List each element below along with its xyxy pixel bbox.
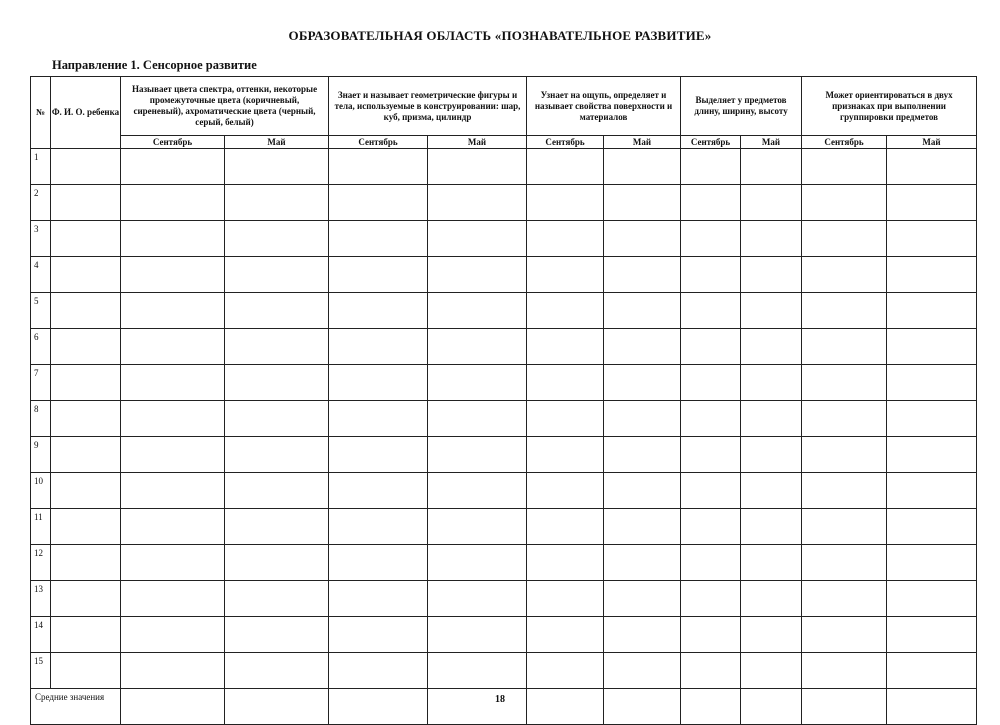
- table-row: [31, 221, 977, 257]
- score-cell-may[interactable]: [887, 473, 977, 509]
- score-cell-may[interactable]: [604, 401, 681, 437]
- score-cell-september[interactable]: [329, 653, 428, 689]
- score-cell-may[interactable]: [225, 221, 329, 257]
- score-cell-may[interactable]: [887, 365, 977, 401]
- score-cell-may[interactable]: [741, 653, 802, 689]
- row-number: 11: [31, 509, 51, 545]
- score-cell-may[interactable]: [887, 653, 977, 689]
- score-cell-september[interactable]: [527, 365, 604, 401]
- child-name-cell[interactable]: [51, 365, 121, 401]
- score-cell-may[interactable]: [741, 437, 802, 473]
- score-cell-september[interactable]: [121, 545, 225, 581]
- score-cell-september[interactable]: [802, 149, 887, 185]
- row-number: 14: [31, 617, 51, 653]
- score-cell-september[interactable]: [681, 473, 741, 509]
- score-cell-september[interactable]: [681, 221, 741, 257]
- score-cell-september[interactable]: [681, 329, 741, 365]
- score-cell-september[interactable]: [329, 221, 428, 257]
- child-name-cell[interactable]: [51, 545, 121, 581]
- section-title: Направление 1. Сенсорное развитие: [52, 58, 257, 72]
- score-cell-september[interactable]: [329, 149, 428, 185]
- child-name-cell[interactable]: [51, 149, 121, 185]
- score-cell-september[interactable]: [802, 653, 887, 689]
- table-row: [31, 401, 977, 437]
- month-header-may: Май: [428, 136, 527, 149]
- column-header-number: №: [31, 77, 51, 149]
- score-cell-september[interactable]: [802, 581, 887, 617]
- score-cell-may[interactable]: [887, 257, 977, 293]
- table-row: [31, 437, 977, 473]
- score-cell-september[interactable]: [802, 401, 887, 437]
- score-cell-september[interactable]: [121, 509, 225, 545]
- score-cell-september[interactable]: [121, 221, 225, 257]
- score-cell-may[interactable]: [225, 329, 329, 365]
- month-header-row: [31, 136, 977, 149]
- table-row: [31, 581, 977, 617]
- row-number: 8: [31, 401, 51, 437]
- score-cell-may[interactable]: [741, 509, 802, 545]
- score-cell-september[interactable]: [681, 185, 741, 221]
- score-cell-may[interactable]: [604, 437, 681, 473]
- score-cell-may[interactable]: [741, 149, 802, 185]
- score-cell-may[interactable]: [887, 401, 977, 437]
- score-cell-may[interactable]: [428, 473, 527, 509]
- score-cell-september[interactable]: [329, 617, 428, 653]
- child-name-cell[interactable]: [51, 401, 121, 437]
- score-cell-may[interactable]: [428, 581, 527, 617]
- score-cell-september[interactable]: [527, 257, 604, 293]
- score-cell-september[interactable]: [527, 329, 604, 365]
- table-row: [31, 293, 977, 329]
- table-row: [31, 473, 977, 509]
- score-cell-may[interactable]: [741, 473, 802, 509]
- score-cell-may[interactable]: [428, 509, 527, 545]
- score-cell-may[interactable]: [741, 581, 802, 617]
- child-name-cell[interactable]: [51, 329, 121, 365]
- score-cell-may[interactable]: [428, 545, 527, 581]
- score-cell-september[interactable]: [681, 401, 741, 437]
- score-cell-may[interactable]: [225, 437, 329, 473]
- page-title: ОБРАЗОВАТЕЛЬНАЯ ОБЛАСТЬ «ПОЗНАВАТЕЛЬНОЕ РАЗВИТИЕ»: [288, 28, 712, 43]
- score-cell-may[interactable]: [741, 329, 802, 365]
- score-cell-may[interactable]: [887, 329, 977, 365]
- score-cell-september[interactable]: [681, 545, 741, 581]
- score-cell-may[interactable]: [428, 653, 527, 689]
- row-number: 6: [31, 329, 51, 365]
- score-cell-may[interactable]: [604, 545, 681, 581]
- score-cell-may[interactable]: [741, 257, 802, 293]
- criterion-header-dimensions: Выделяет у предметов длину, ширину, высоту: [681, 77, 802, 136]
- score-cell-september[interactable]: [527, 473, 604, 509]
- month-header-may: Май: [225, 136, 329, 149]
- row-number: 2: [31, 185, 51, 221]
- score-cell-september[interactable]: [329, 581, 428, 617]
- month-header-september: Сентябрь: [121, 136, 225, 149]
- score-cell-may[interactable]: [604, 257, 681, 293]
- score-cell-september[interactable]: [329, 545, 428, 581]
- score-cell-september[interactable]: [802, 185, 887, 221]
- score-cell-may[interactable]: [604, 581, 681, 617]
- score-cell-september[interactable]: [802, 473, 887, 509]
- score-cell-may[interactable]: [887, 185, 977, 221]
- month-header-september: Сентябрь: [329, 136, 428, 149]
- score-cell-september[interactable]: [527, 437, 604, 473]
- score-cell-september[interactable]: [121, 653, 225, 689]
- child-name-cell[interactable]: [51, 257, 121, 293]
- score-cell-september[interactable]: [121, 437, 225, 473]
- table-row: [31, 149, 977, 185]
- score-cell-may[interactable]: [428, 437, 527, 473]
- score-cell-may[interactable]: [604, 329, 681, 365]
- score-cell-september[interactable]: [527, 401, 604, 437]
- score-cell-september[interactable]: [681, 293, 741, 329]
- score-cell-may[interactable]: [428, 293, 527, 329]
- child-name-cell[interactable]: [51, 473, 121, 509]
- column-header-child-name: Ф. И. О. ребенка: [51, 77, 121, 149]
- score-cell-september[interactable]: [527, 509, 604, 545]
- score-cell-september[interactable]: [527, 617, 604, 653]
- score-cell-september[interactable]: [121, 185, 225, 221]
- score-cell-may[interactable]: [604, 653, 681, 689]
- score-cell-may[interactable]: [604, 185, 681, 221]
- criterion-header-grouping: Может ориентироваться в двух признаках при выполнении группировки предметов: [802, 77, 977, 136]
- score-cell-may[interactable]: [225, 545, 329, 581]
- score-cell-september[interactable]: [121, 473, 225, 509]
- month-header-may: Май: [741, 136, 802, 149]
- score-cell-may[interactable]: [225, 581, 329, 617]
- score-cell-september[interactable]: [681, 509, 741, 545]
- table-row: [31, 545, 977, 581]
- score-cell-september[interactable]: [527, 581, 604, 617]
- score-cell-may[interactable]: [428, 365, 527, 401]
- score-cell-september[interactable]: [527, 653, 604, 689]
- row-number: 10: [31, 473, 51, 509]
- score-cell-may[interactable]: [741, 617, 802, 653]
- score-cell-may[interactable]: [428, 401, 527, 437]
- row-number: 5: [31, 293, 51, 329]
- score-cell-september[interactable]: [329, 293, 428, 329]
- score-cell-may[interactable]: [428, 221, 527, 257]
- month-header-september: Сентябрь: [802, 136, 887, 149]
- score-cell-may[interactable]: [887, 221, 977, 257]
- score-cell-september[interactable]: [681, 365, 741, 401]
- table-row: [31, 509, 977, 545]
- score-cell-may[interactable]: [225, 509, 329, 545]
- score-cell-september[interactable]: [121, 149, 225, 185]
- score-cell-may[interactable]: [604, 365, 681, 401]
- table-row: [31, 365, 977, 401]
- child-name-cell[interactable]: [51, 509, 121, 545]
- child-name-cell[interactable]: [51, 617, 121, 653]
- score-cell-september[interactable]: [527, 221, 604, 257]
- score-cell-may[interactable]: [887, 581, 977, 617]
- score-cell-may[interactable]: [741, 401, 802, 437]
- score-cell-september[interactable]: [329, 509, 428, 545]
- score-cell-may[interactable]: [887, 293, 977, 329]
- score-cell-may[interactable]: [741, 545, 802, 581]
- score-cell-may[interactable]: [225, 149, 329, 185]
- row-number: 13: [31, 581, 51, 617]
- score-cell-may[interactable]: [225, 653, 329, 689]
- score-cell-may[interactable]: [428, 617, 527, 653]
- score-cell-september[interactable]: [329, 257, 428, 293]
- score-cell-september[interactable]: [681, 257, 741, 293]
- score-cell-september[interactable]: [329, 185, 428, 221]
- month-header-september: Сентябрь: [681, 136, 741, 149]
- score-cell-september[interactable]: [802, 221, 887, 257]
- row-number: 1: [31, 149, 51, 185]
- average-label: Средние значения: [31, 689, 121, 725]
- month-header-may: Май: [604, 136, 681, 149]
- score-cell-may[interactable]: [604, 149, 681, 185]
- score-cell-september[interactable]: [121, 365, 225, 401]
- score-cell-september[interactable]: [802, 365, 887, 401]
- score-cell-may[interactable]: [225, 365, 329, 401]
- score-cell-may[interactable]: [604, 293, 681, 329]
- score-cell-may[interactable]: [887, 149, 977, 185]
- table-row: [31, 329, 977, 365]
- row-number: 3: [31, 221, 51, 257]
- criterion-header-shapes: Знает и называет геометрические фигуры и тела, используемые в конструировании: шар, куб, призма, цилиндр: [329, 77, 527, 136]
- score-cell-september[interactable]: [527, 293, 604, 329]
- month-header-may: Май: [887, 136, 977, 149]
- score-cell-may[interactable]: [604, 617, 681, 653]
- score-cell-september[interactable]: [329, 473, 428, 509]
- score-cell-september[interactable]: [121, 581, 225, 617]
- score-cell-september[interactable]: [681, 149, 741, 185]
- score-cell-may[interactable]: [887, 545, 977, 581]
- score-cell-may[interactable]: [225, 617, 329, 653]
- child-name-cell[interactable]: [51, 437, 121, 473]
- score-cell-may[interactable]: [428, 149, 527, 185]
- row-number: 15: [31, 653, 51, 689]
- header-row: [31, 77, 977, 136]
- table-row: [31, 617, 977, 653]
- score-cell-september[interactable]: [527, 545, 604, 581]
- score-cell-may[interactable]: [741, 365, 802, 401]
- score-cell-september[interactable]: [802, 293, 887, 329]
- score-cell-september[interactable]: [802, 329, 887, 365]
- score-cell-may[interactable]: [604, 221, 681, 257]
- page-number: 18: [495, 694, 505, 705]
- score-cell-may[interactable]: [428, 185, 527, 221]
- row-number: 4: [31, 257, 51, 293]
- score-cell-may[interactable]: [887, 437, 977, 473]
- table-row: [31, 185, 977, 221]
- score-cell-september[interactable]: [681, 653, 741, 689]
- row-number: 7: [31, 365, 51, 401]
- score-cell-september[interactable]: [681, 581, 741, 617]
- table-body: [31, 149, 977, 725]
- assessment-table: [30, 76, 977, 725]
- score-cell-september[interactable]: [121, 617, 225, 653]
- score-cell-may[interactable]: [604, 509, 681, 545]
- score-cell-september[interactable]: [121, 401, 225, 437]
- score-cell-september[interactable]: [121, 257, 225, 293]
- score-cell-september[interactable]: [329, 329, 428, 365]
- score-cell-september[interactable]: [121, 329, 225, 365]
- score-cell-may[interactable]: [428, 329, 527, 365]
- score-cell-september[interactable]: [802, 437, 887, 473]
- score-cell-may[interactable]: [604, 473, 681, 509]
- month-header-september: Сентябрь: [527, 136, 604, 149]
- score-cell-may[interactable]: [225, 185, 329, 221]
- score-cell-september[interactable]: [802, 617, 887, 653]
- criterion-header-touch: Узнает на ощупь, определяет и называет свойства поверхности и материалов: [527, 77, 681, 136]
- child-name-cell[interactable]: [51, 581, 121, 617]
- score-cell-september[interactable]: [329, 437, 428, 473]
- score-cell-may[interactable]: [225, 473, 329, 509]
- score-cell-may[interactable]: [887, 617, 977, 653]
- score-cell-may[interactable]: [428, 257, 527, 293]
- criterion-header-colors: Называет цвета спектра, оттенки, некоторые промежуточные цвета (коричневый, сиреневый), ахроматические цвета (черный, серый, белый): [121, 77, 329, 136]
- child-name-cell[interactable]: [51, 185, 121, 221]
- score-cell-may[interactable]: [741, 185, 802, 221]
- score-cell-september[interactable]: [681, 617, 741, 653]
- score-cell-may[interactable]: [741, 293, 802, 329]
- row-number: 12: [31, 545, 51, 581]
- score-cell-september[interactable]: [802, 509, 887, 545]
- score-cell-may[interactable]: [741, 221, 802, 257]
- child-name-cell[interactable]: [51, 221, 121, 257]
- score-cell-may[interactable]: [887, 509, 977, 545]
- child-name-cell[interactable]: [51, 293, 121, 329]
- table-row: [31, 257, 977, 293]
- score-cell-may[interactable]: [225, 257, 329, 293]
- score-cell-september[interactable]: [329, 401, 428, 437]
- score-cell-september[interactable]: [329, 365, 428, 401]
- score-cell-september[interactable]: [802, 257, 887, 293]
- child-name-cell[interactable]: [51, 653, 121, 689]
- score-cell-september[interactable]: [121, 293, 225, 329]
- score-cell-september[interactable]: [681, 437, 741, 473]
- score-cell-september[interactable]: [527, 149, 604, 185]
- score-cell-may[interactable]: [225, 293, 329, 329]
- score-cell-may[interactable]: [225, 401, 329, 437]
- row-number: 9: [31, 437, 51, 473]
- table-row: [31, 653, 977, 689]
- score-cell-september[interactable]: [527, 185, 604, 221]
- score-cell-september[interactable]: [802, 545, 887, 581]
